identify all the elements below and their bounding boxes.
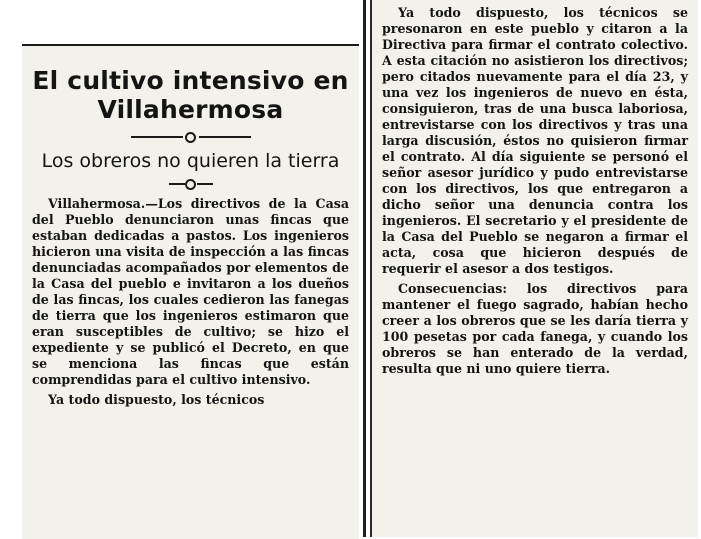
article-left-column (22, 44, 359, 539)
paragraph-2-start: Ya todo dispuesto, los técnicos (48, 392, 265, 407)
article-headline: El cultivo intensivo en Villahermosa (32, 66, 349, 124)
right-column-body (372, 5, 698, 377)
subheadline-separator (169, 178, 213, 190)
column-divider (363, 0, 366, 537)
article-subheadline: Los obreros no quieren la tierra (41, 150, 340, 172)
paragraph-1: Villahermosa.—Los directivos de la Casa del Pueblo denunciaron unas fincas que estaban dedicadas a pastos. Los ingenieros hicieron una visita de inspección a las fincas denunciadas acompañados por elementos de la Casa del pueblo e invitaron a los dueños de las fincas, los cuales cedieron las fanegas de tierra que los ingenieros estimaron que eran susceptibles de cultivo; se hizo el expediente y se publicó el Decreto, en que se menciona las fincas que están comprendidas para el cultivo intensivo. (32, 196, 349, 387)
separator-ornament-icon (185, 179, 196, 190)
separator-ornament-icon (185, 132, 196, 143)
headline-separator (131, 131, 251, 143)
paragraph-3: Consecuencias: los directivos para mantener el fuego sagrado, habían hecho creer a los obreros que se les daría tierra y 100 pesetas por cada fanega, y cuando los obreros se han enterado de la verdad, resulta que ni uno quiere tierra. (382, 281, 688, 376)
paragraph-2-full: Ya todo dispuesto, los técnicos se presonaron en este pueblo y citaron a la Directiva para firmar el contrato colectivo. A esta citación no asistieron los directivos; pero citados nuevamente para el día 23, y una vez los ingenieros de nuevo en ésta, consiguieron, tras de una busca laboriosa, entrevistarse con los directivos y tras una larga discusión, éstos no quisieron firmar el contrato. Al día siguiente se personó el señor asesor jurídico y pudo entrevistarse con los directivos, los que entregaron a dicho señor una denuncia contra los ingenieros. El secretario y el presidente de la Casa del Pueblo se negaron a firmar el acta, cosa que hicieron después de requerir el asesor a dos testigos. (382, 5, 688, 276)
left-column-body (22, 196, 359, 408)
article-right-column (372, 0, 698, 537)
